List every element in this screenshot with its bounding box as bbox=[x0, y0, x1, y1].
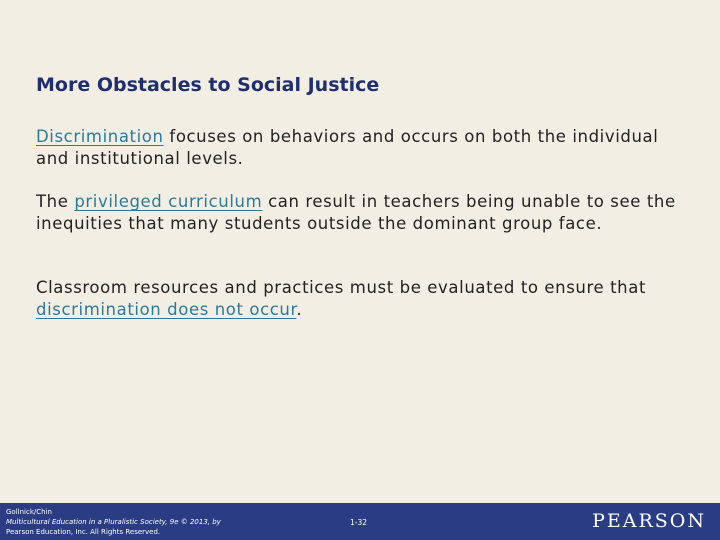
paragraph-privileged-curriculum bbox=[36, 191, 686, 235]
paragraph-text: can result in teachers being unable to see the inequities that many students outside the dominant group face. bbox=[36, 192, 676, 233]
paragraph-text: focuses on behaviors and occurs on both the individual and institutional levels. bbox=[36, 127, 659, 168]
page-number: 1-32 bbox=[350, 518, 368, 527]
link-privileged-curriculum[interactable]: privileged curriculum bbox=[74, 192, 263, 211]
footer-author: Gollnick/Chin bbox=[6, 508, 52, 516]
footer-book: Multicultural Education in a Pluralistic Society, 9e © 2013, by bbox=[6, 518, 221, 526]
pearson-logo: PEARSON bbox=[592, 510, 706, 532]
link-discrimination-does-not-occur[interactable]: discrimination does not occur bbox=[36, 300, 297, 319]
paragraph-classroom-resources bbox=[36, 277, 686, 321]
footer-bar bbox=[0, 503, 720, 540]
paragraph-text: The bbox=[36, 192, 75, 211]
link-discrimination[interactable]: Discrimination bbox=[36, 127, 164, 146]
footer-credits bbox=[6, 507, 221, 537]
paragraph-discrimination bbox=[36, 126, 686, 170]
footer-publisher: Pearson Education, Inc. All Rights Reserved. bbox=[6, 528, 161, 536]
paragraph-text: Classroom resources and practices must be evaluated to ensure that bbox=[36, 278, 647, 297]
paragraph-text: . bbox=[296, 300, 303, 319]
slide-title: More Obstacles to Social Justice bbox=[36, 74, 380, 96]
